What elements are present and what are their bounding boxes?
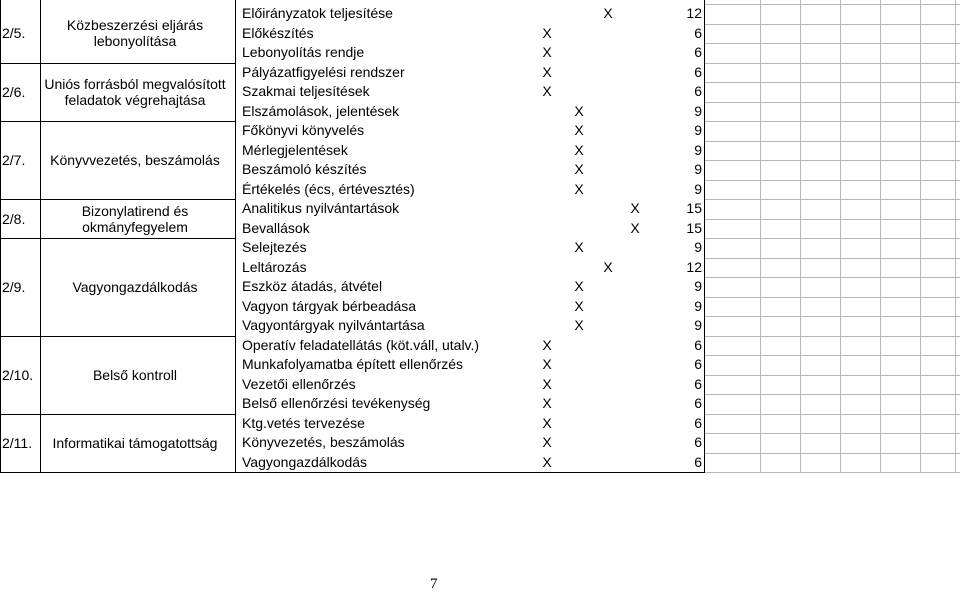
row-mark: X [574, 278, 584, 294]
row-value: 6 [694, 453, 702, 470]
row-mark: X [542, 375, 552, 392]
grid-hline [704, 4, 960, 5]
row-label: Selejtezés [242, 239, 307, 255]
section-name: Közbeszerzési eljárás lebonyolítása [66, 17, 204, 50]
grid-hline [704, 472, 960, 473]
row-mark: X [630, 200, 640, 216]
grid-hline [704, 355, 960, 356]
section-name: Informatikai támogatottság [52, 434, 218, 451]
row-label: Ktg.vetés tervezése [242, 414, 365, 431]
grid-vline [800, 0, 801, 472]
section-code: 2/11. [2, 434, 33, 451]
row-value: 9 [694, 278, 702, 294]
row-label: Vagyongazdálkodás [242, 453, 368, 470]
grid-hline [704, 24, 960, 25]
row-mark: X [574, 141, 584, 158]
grid-hline [704, 414, 960, 415]
row-mark: X [542, 24, 552, 41]
page-number: 7 [430, 576, 438, 592]
grid-hline [704, 63, 960, 64]
row-value: 9 [694, 122, 702, 138]
row-value: 9 [694, 102, 702, 119]
grid-hline [704, 199, 960, 200]
table-bottom-border [0, 472, 705, 473]
row-value: 15 [686, 200, 702, 216]
value-col-line [704, 0, 705, 473]
row-value: 6 [694, 356, 702, 372]
row-value: 6 [694, 434, 702, 450]
row-label: Operatív feladatellátás (köt.váll, utalv.) [242, 336, 480, 353]
grid-vline [840, 0, 841, 472]
row-mark: X [542, 434, 552, 450]
row-value: 12 [686, 5, 702, 21]
row-mark: X [542, 336, 552, 353]
row-mark: X [603, 5, 613, 21]
row-mark: X [574, 317, 584, 333]
row-mark: X [574, 122, 584, 138]
section-name: Vagyongazdálkodás [72, 278, 198, 295]
row-label: Bevallások [242, 219, 310, 236]
row-label: Beszámoló készítés [242, 161, 367, 177]
row-label: Elszámolások, jelentések [242, 102, 400, 119]
row-label: Értékelés (écs, értévesztés) [242, 180, 415, 197]
grid-hline [704, 238, 960, 239]
row-label: Szakmai teljesítések [242, 83, 370, 99]
row-label: Mérlegjelentések [242, 141, 348, 158]
row-mark: X [542, 63, 552, 80]
grid-hline [704, 297, 960, 298]
row-value: 15 [686, 219, 702, 236]
grid-hline [704, 453, 960, 454]
grid-vline [920, 0, 921, 472]
grid-hline [704, 160, 960, 161]
grid-vline [955, 0, 956, 472]
row-label: Analitikus nyilvántartások [242, 200, 400, 216]
section-code: 2/6. [2, 83, 26, 100]
row-label: Könyvezetés, beszámolás [242, 434, 405, 450]
section-name: Bizonylatirend és okmányfegyelem [81, 202, 189, 235]
row-mark: X [542, 83, 552, 99]
grid-hline [704, 121, 960, 122]
row-label: Előkészítés [242, 24, 314, 41]
section-code: 2/5. [2, 25, 26, 42]
grid-hline [704, 375, 960, 376]
row-mark: X [574, 102, 584, 119]
row-value: 6 [694, 414, 702, 431]
section-code: 2/8. [2, 210, 26, 227]
row-label: Belső ellenőrzési tevékenység [242, 395, 431, 411]
row-value: 6 [694, 83, 702, 99]
row-value: 9 [694, 161, 702, 177]
grid-hline [704, 102, 960, 103]
row-label: Pályázatfigyelési rendszer [242, 63, 405, 80]
section-code: 2/7. [2, 152, 26, 168]
row-label: Eszköz átadás, átvétel [242, 278, 383, 294]
row-label: Vagyontárgyak nyilvántartása [242, 317, 425, 333]
row-value: 6 [694, 44, 702, 60]
section-name: Belső kontroll [92, 366, 178, 383]
row-label: Leltározás [242, 258, 307, 275]
row-mark: X [542, 414, 552, 431]
row-mark: X [542, 44, 552, 60]
name-col-line [235, 0, 236, 473]
row-mark: X [574, 297, 584, 314]
row-value: 9 [694, 297, 702, 314]
row-label: Főkönyvi könyvelés [242, 122, 365, 138]
row-mark: X [574, 180, 584, 197]
grid-hline [704, 336, 960, 337]
section-code: 2/10. [2, 366, 34, 383]
grid-hline [704, 141, 960, 142]
row-label: Előirányzatok teljesítése [242, 5, 393, 21]
grid-hline [704, 277, 960, 278]
row-value: 6 [694, 375, 702, 392]
grid-hline [704, 43, 960, 44]
section-name: Könyvvezetés, beszámolás [50, 152, 220, 168]
row-label: Lebonyolítás rendje [242, 44, 365, 60]
section-code: 2/9. [2, 278, 26, 295]
row-value: 9 [694, 180, 702, 197]
grid-vline [880, 0, 881, 472]
row-value: 6 [694, 63, 702, 80]
grid-hline [704, 82, 960, 83]
row-label: Munkafolyamatba épített ellenőrzés [242, 356, 464, 372]
row-mark: X [542, 395, 552, 411]
row-value: 12 [686, 258, 702, 275]
row-mark: X [542, 453, 552, 470]
row-mark: X [630, 219, 640, 236]
row-value: 6 [694, 336, 702, 353]
row-mark: X [603, 258, 613, 275]
grid-hline [704, 433, 960, 434]
row-label: Vezetői ellenőrzés [242, 375, 356, 392]
grid-hline [704, 180, 960, 181]
row-value: 6 [694, 395, 702, 411]
grid-hline [704, 258, 960, 259]
grid-hline [704, 394, 960, 395]
grid-hline [704, 219, 960, 220]
row-value: 9 [694, 239, 702, 255]
row-value: 9 [694, 141, 702, 158]
grid-vline [760, 0, 761, 472]
section-name: Uniós forrásból megvalósított feladatok végrehajtása [44, 75, 226, 108]
row-label: Vagyon tárgyak bérbeadása [242, 297, 417, 314]
row-value: 9 [694, 317, 702, 333]
row-mark: X [574, 161, 584, 177]
row-mark: X [542, 356, 552, 372]
row-value: 6 [694, 24, 702, 41]
grid-hline [704, 316, 960, 317]
row-mark: X [574, 239, 584, 255]
